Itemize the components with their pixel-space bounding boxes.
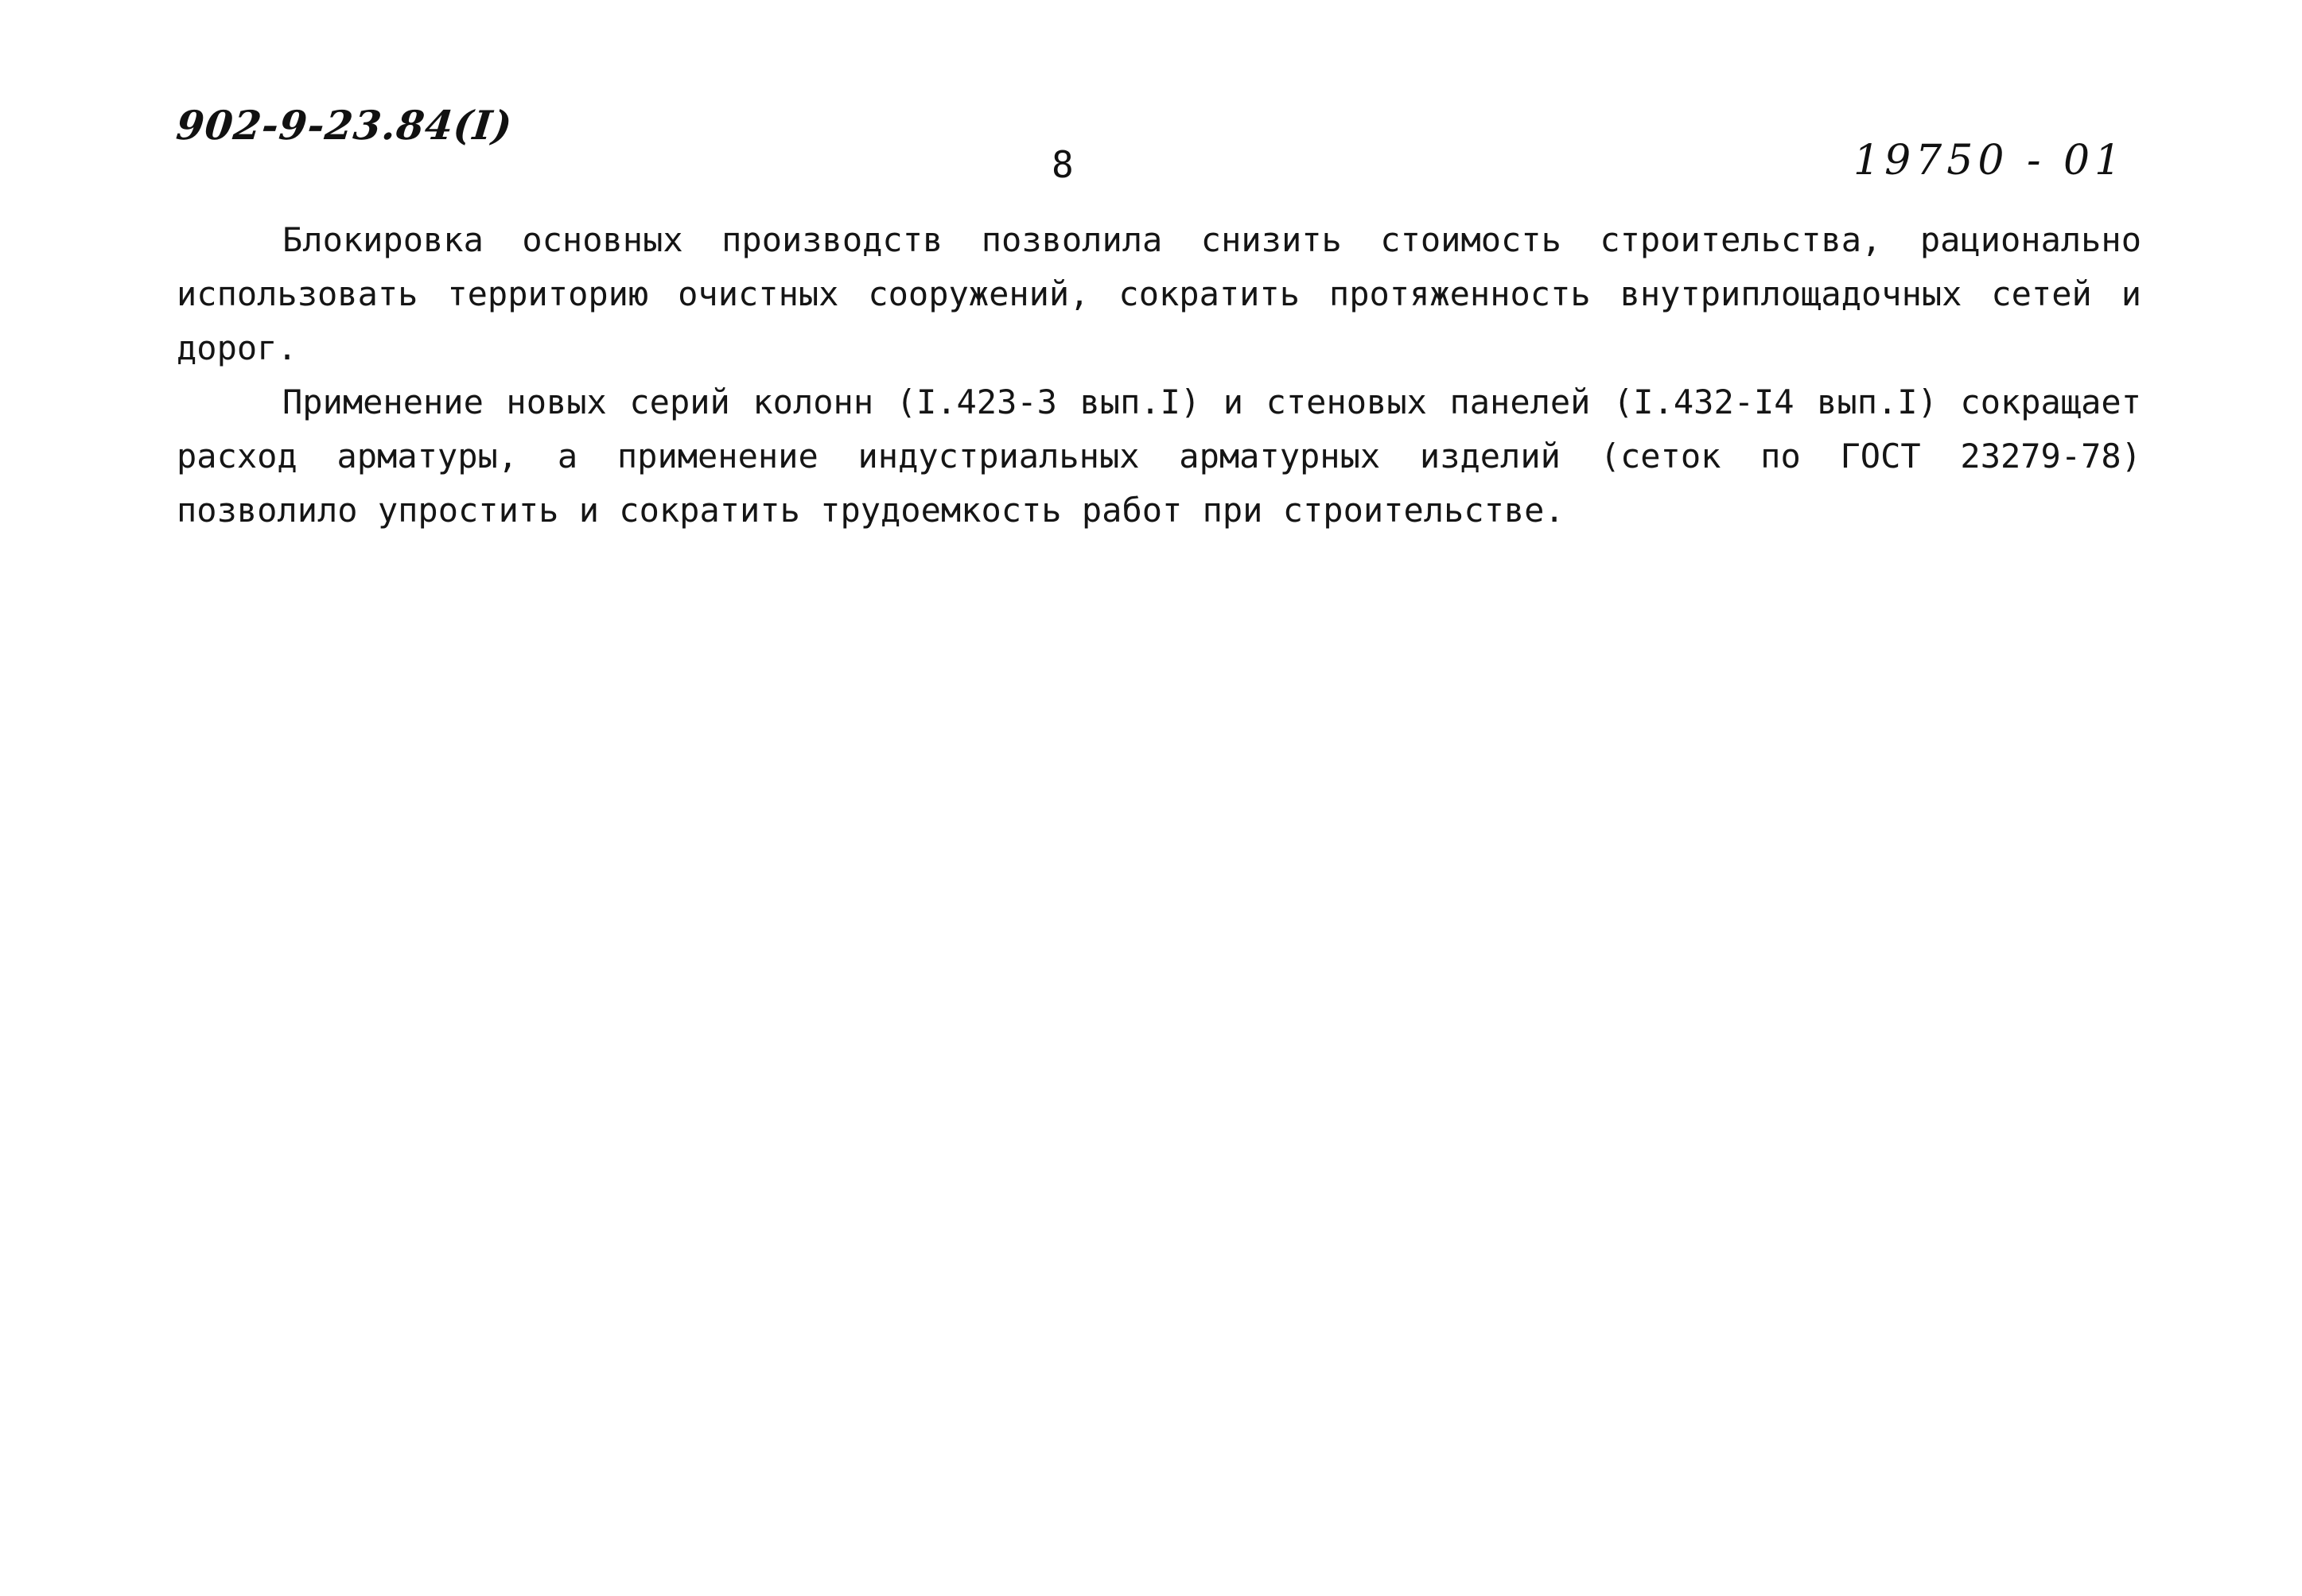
- page-number: 8: [1052, 143, 1074, 186]
- body-text: [177, 213, 2141, 538]
- archive-number: 19750 - 01: [1853, 137, 2126, 184]
- paragraph-1: Блокировка основных производств позволила снизить стоимость строительства, рационально использовать территорию очистных сооружений, сократить протяженность внутриплощадочных сетей и дорог.: [177, 220, 2141, 367]
- document-code: 902-9-23.84(I): [173, 102, 515, 149]
- paragraph-2: Применение новых серий колонн (I.423-3 вып.I) и стеновых панелей (I.432-I4 вып.I) сокращает расход арматуры, а применение индустриальных арматурных изделий (сеток по ГОСТ 23279-78) позволило упростить и сократить трудоемкость работ при строительстве.: [177, 382, 2141, 530]
